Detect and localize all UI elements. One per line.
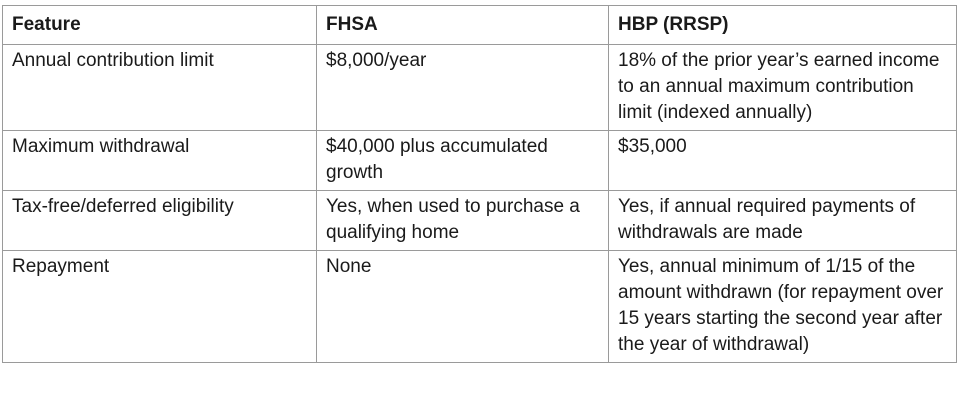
cell-feature: Annual contribution limit xyxy=(3,45,317,131)
header-hbp-rrsp: HBP (RRSP) xyxy=(609,6,957,45)
cell-hbp-rrsp: Yes, annual minimum of 1/15 of the amount withdrawn (for repayment over 15 years starting the second year after the year of withdrawal) xyxy=(609,251,957,363)
fhsa-hbp-comparison-table xyxy=(2,5,957,363)
cell-hbp-rrsp: $35,000 xyxy=(609,131,957,191)
table-header-row xyxy=(3,6,957,45)
table-row xyxy=(3,131,957,191)
header-fhsa: FHSA xyxy=(317,6,609,45)
table-row xyxy=(3,251,957,363)
cell-hbp-rrsp: Yes, if annual required payments of withdrawals are made xyxy=(609,191,957,251)
table-row xyxy=(3,45,957,131)
comparison-table-container xyxy=(2,5,956,363)
cell-feature: Tax-free/deferred eligibility xyxy=(3,191,317,251)
header-feature: Feature xyxy=(3,6,317,45)
table-row xyxy=(3,191,957,251)
cell-fhsa: None xyxy=(317,251,609,363)
cell-fhsa: $8,000/year xyxy=(317,45,609,131)
cell-feature: Repayment xyxy=(3,251,317,363)
cell-hbp-rrsp: 18% of the prior year’s earned income to an annual maximum contribution limit (indexed annually) xyxy=(609,45,957,131)
cell-fhsa: $40,000 plus accumulated growth xyxy=(317,131,609,191)
cell-fhsa: Yes, when used to purchase a qualifying home xyxy=(317,191,609,251)
cell-feature: Maximum withdrawal xyxy=(3,131,317,191)
